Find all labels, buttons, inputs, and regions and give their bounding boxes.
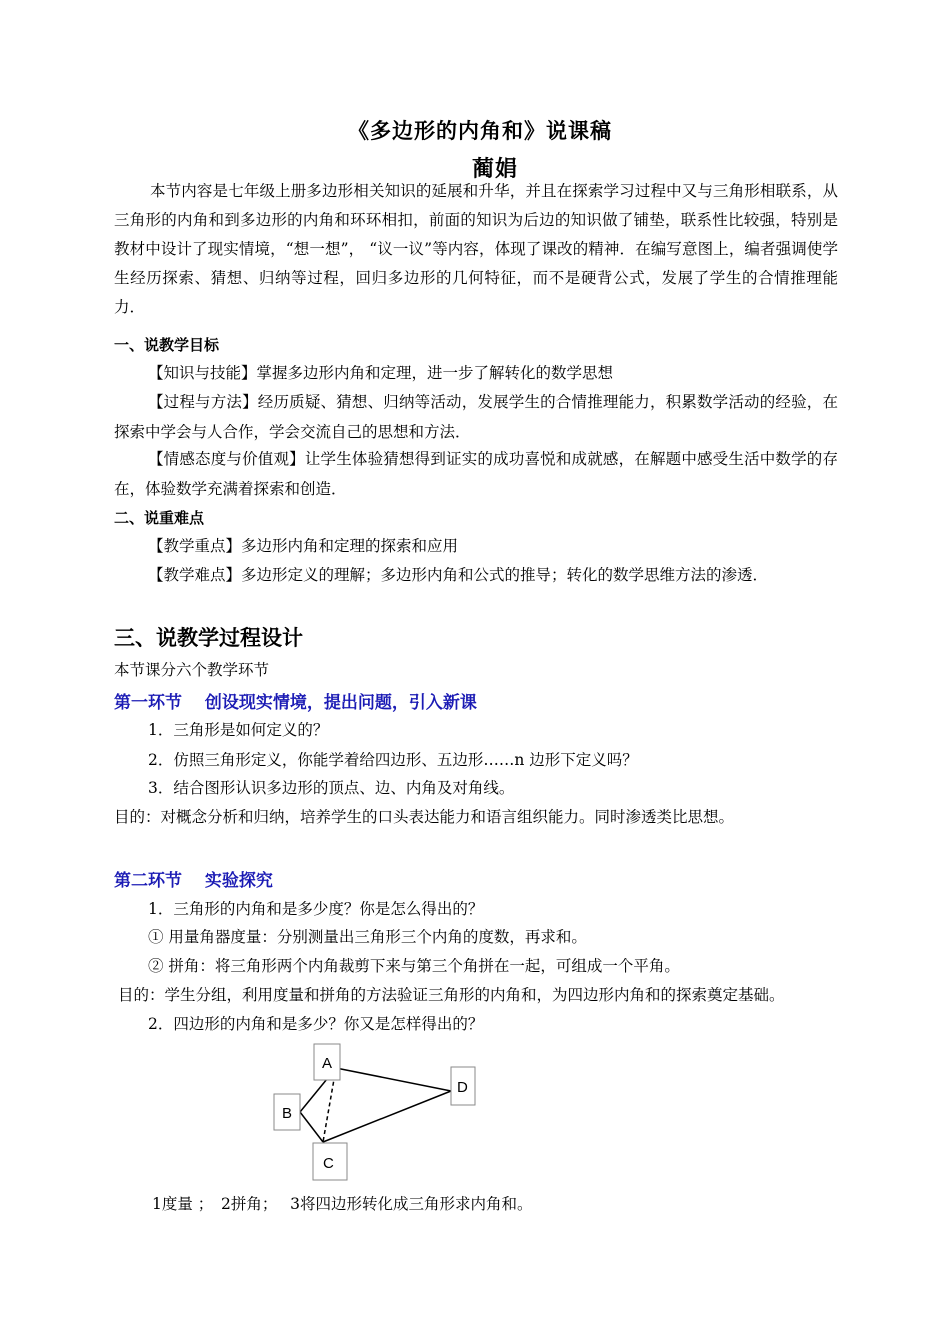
vertex-label-b: B xyxy=(282,1105,293,1122)
section-process-heading: 三、说教学过程设计 xyxy=(114,626,303,650)
step2-question-2: 2．四边形的内角和是多少？你又是怎样得出的？ xyxy=(148,1015,484,1033)
step2-method-2: ② 拼角：将三角形两个内角裁剪下来与第三个角拼在一起，可组成一个平角。 xyxy=(148,957,680,975)
vertex-label-c: C xyxy=(323,1155,334,1172)
step1-question-3: 3．结合图形认识多边形的顶点、边、内角及对角线。 xyxy=(148,779,515,797)
page-title: 《多边形的内角和》说课稿 xyxy=(348,118,612,143)
step2-question-1: 1．三角形的内角和是多少度？你是怎么得出的？ xyxy=(148,900,484,918)
objective-emotion: 【情感态度与价值观】让学生体验猜想得到证实的成功喜悦和成就感，在解题中感受生活中数学的存在，体验数学充满着探索和创造． xyxy=(114,450,838,498)
process-intro: 本节课分六个教学环节 xyxy=(114,661,270,679)
section-keypoints-heading: 二、说重难点 xyxy=(114,509,205,527)
objective-process: 【过程与方法】经历质疑、猜想、归纳等活动，发展学生的合情推理能力，积累数学活动的经验，在探索中学会与人合作，学会交流自己的思想和方法． xyxy=(114,393,838,441)
step2-heading: 第二环节 实验探究 xyxy=(114,871,273,891)
vertex-label-d: D xyxy=(457,1079,468,1096)
section-objectives-heading: 一、说教学目标 xyxy=(114,336,220,354)
edge-cd xyxy=(323,1091,451,1142)
author-name: 蔺娟 xyxy=(471,156,518,182)
edge-bc xyxy=(300,1112,323,1142)
step1-question-2: 2．仿照三角形定义，你能学着给四边形、五边形……n 边形下定义吗？ xyxy=(148,751,638,769)
vertex-label-a: A xyxy=(322,1055,333,1072)
step2-goal: 目的：学生分组，利用度量和拼角的方法验证三角形的内角和，为四边形内角和的探索奠定基础。 xyxy=(118,986,785,1004)
objective-knowledge: 【知识与技能】掌握多边形内角和定理，进一步了解转化的数学思想 xyxy=(148,364,614,382)
key-point: 【教学重点】多边形内角和定理的探索和应用 xyxy=(148,537,459,555)
intro-paragraph: 本节内容是七年级上册多边形相关知识的延展和升华，并且在探索学习过程中又与三角形相联系，从三角形的内角和到多边形的内角和环环相扣，前面的知识为后边的知识做了铺垫，联系性比较强，特别是教材中设计了现实情境，“想一想”， “议一议”等内容，体现了课改的精神．在编写意图上，编者强调使学生经历探索、猜想、归纳等过程，回归多边形的几何特征，而不是硬背公式，发展了学生的合情推理能力． xyxy=(114,182,838,316)
step1-goal: 目的：对概念分析和归纳，培养学生的口头表达能力和语言组织能力。同时渗透类比思想。 xyxy=(114,808,735,826)
step2-methods: 1度量 ； 2拼角； 3将四边形转化成三角形求内角和。 xyxy=(152,1195,533,1213)
edge-ad xyxy=(336,1068,451,1091)
step1-question-1: 1．三角形是如何定义的？ xyxy=(148,721,329,739)
difficult-point: 【教学难点】多边形定义的理解；多边形内角和公式的推导；转化的数学思维方法的渗透． xyxy=(148,566,769,584)
step2-method-1: ① 用量角器度量：分别测量出三角形三个内角的度数，再求和。 xyxy=(148,928,587,946)
step1-heading: 第一环节 创设现实情境，提出问题，引入新课 xyxy=(114,693,477,713)
